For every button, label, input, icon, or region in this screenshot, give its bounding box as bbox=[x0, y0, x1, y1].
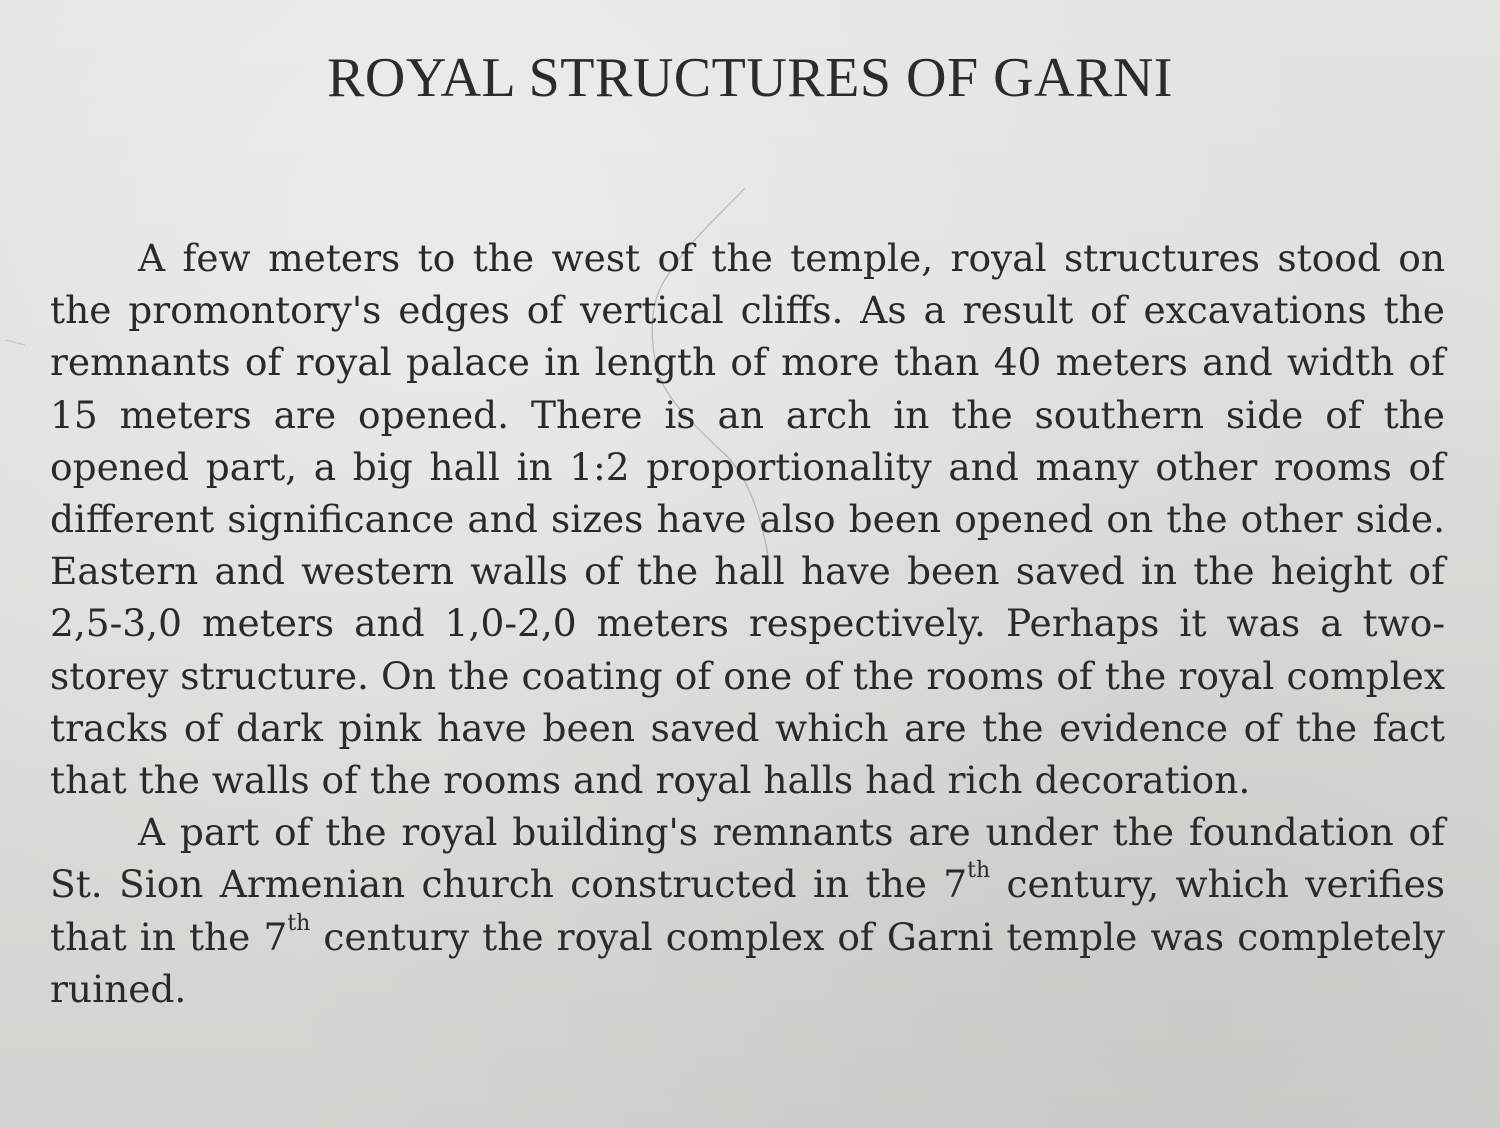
paragraph-2-part-1: A part of the royal building's remnants are under the foundation of St. Sion Armenian church constructed in the 7 bbox=[50, 810, 1445, 907]
ordinal-suffix-1: th bbox=[967, 858, 991, 884]
paragraph-2 bbox=[50, 806, 1445, 1015]
plaque-title: ROYAL STRUCTURES OF GARNI bbox=[327, 47, 1173, 109]
paragraph-2-part-3: century the royal complex of Garni temple was completely ruined. bbox=[50, 914, 1445, 1011]
paragraph-2-part-2: century, which verifies that in the 7 bbox=[50, 862, 1446, 959]
ordinal-suffix-2: th bbox=[287, 910, 311, 936]
plaque-body bbox=[50, 232, 1445, 1015]
paragraph-1: A few meters to the west of the temple, royal structures stood on the promontory's edges of vertical cliffs. As a result of excavations the remnants of royal palace in length of more than 40 meters and width of 15 meters are opened. There is an arch in the southern side of the opened part, a big hall in 1:2 proportionality and many other rooms of different significance and sizes have also been opened on the other side. Eastern and western walls of the hall have been saved in the height of 2,5-3,0 meters and 1,0-2,0 meters respectively. Perhaps it was a two-storey structure. On the coating of one of the rooms of the royal complex tracks of dark pink have been saved which are the evidence of the fact that the walls of the rooms and royal halls had rich decoration. bbox=[50, 236, 1445, 803]
